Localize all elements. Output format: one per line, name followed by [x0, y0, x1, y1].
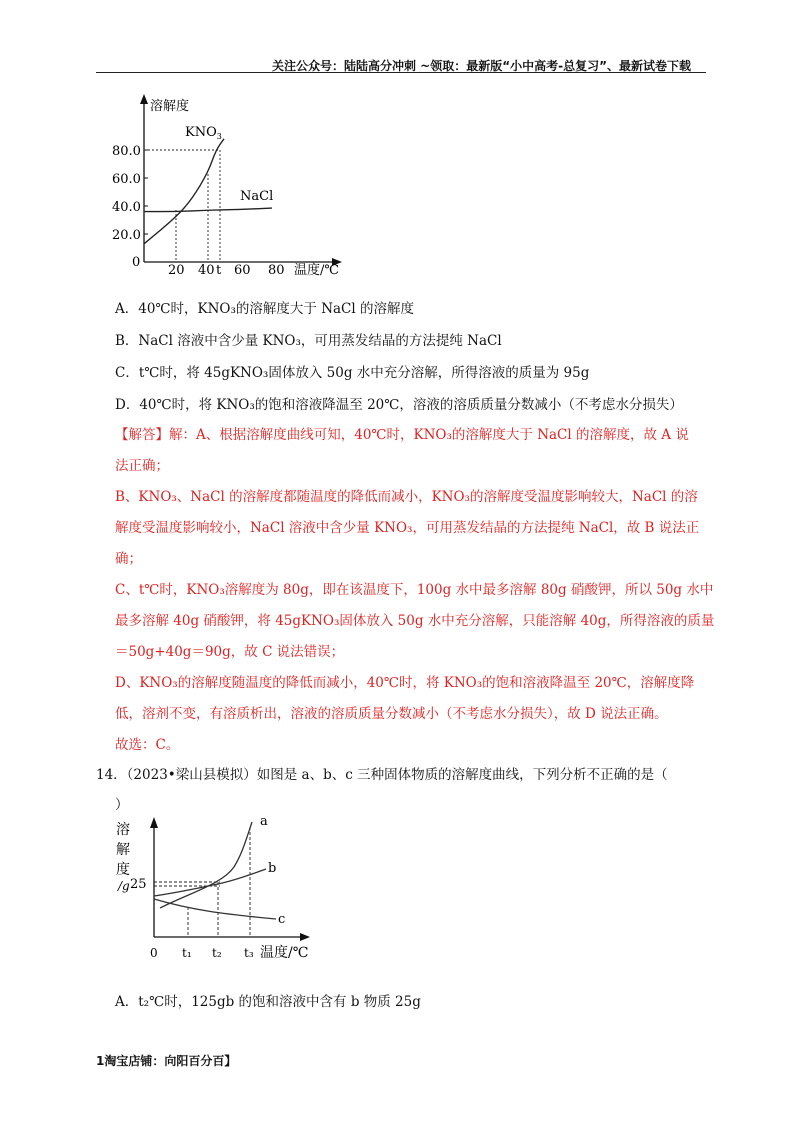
- chart1-xtick-40: 40: [198, 263, 215, 278]
- chart1-kno3-label: $KNO_3$: [185, 125, 222, 141]
- chart2-y-arrow: [150, 817, 158, 828]
- chart2-y-label-4: /g: [118, 879, 130, 893]
- option-c: C．t℃时，将 45gKNO₃固体放入 50g 水中充分溶解，所得溶液的质量为 95g: [115, 365, 590, 381]
- chart1-nacl-label: NaCl: [240, 189, 274, 204]
- chart1-guide-lines: [144, 150, 220, 262]
- chart1-xtick-t: t: [216, 263, 222, 278]
- chart2-ytick-25: 25: [130, 877, 147, 892]
- answer-line-3: B、KNO₃、NaCl 的溶解度都随温度的降低而减小，KNO₃的溶解度受温度影响较大，NaCl 的溶: [115, 489, 698, 505]
- chart1-origin-label: 0: [132, 255, 141, 270]
- chart2-xtick-t3: t₃: [244, 946, 254, 960]
- chart2-curve-b: [154, 869, 266, 896]
- chart1-ytick-80: 80.0: [112, 144, 141, 159]
- answer-line-4: 解度受温度影响较小，NaCl 溶液中含少量 KNO₃，可用蒸发结晶的方法提纯 NaCl，故 B 说法正: [115, 520, 700, 536]
- chart1-curve-kno3: [144, 139, 224, 244]
- chart1-y-arrow: [140, 94, 148, 104]
- chart1-ytick-20: 20.0: [112, 228, 141, 243]
- chart1-ytick-60: 60.0: [112, 172, 141, 187]
- answer-line-7: 最多溶解 40g 硝酸钾，将 45gKNO₃固体放入 50g 水中充分溶解，只能溶解 40g，所得溶液的质量: [115, 613, 715, 629]
- question-14-option-a: A．t₂℃时，125gb 的饱和溶液中含有 b 物质 25g: [115, 994, 421, 1010]
- chart2-xtick-t1: t₁: [182, 946, 192, 960]
- chart2-x-arrow: [300, 933, 310, 941]
- chart1-x-label: 温度/℃: [294, 263, 339, 278]
- answer-line-2: 法正确；: [115, 458, 169, 474]
- answer-line-9: D、KNO₃的溶解度随温度的降低而减小，40℃时，将 KNO₃的饱和溶液降温至 20℃，溶解度降: [115, 675, 695, 691]
- answer-line-10: 低，溶剂不变，有溶质析出，溶液的溶质质量分数减小（不考虑水分损失），故 D 说法正确。: [115, 706, 668, 722]
- page-header: 关注公众号：陆陆高分冲刺 ~领取：最新版“小中高考-总复习”、最新试卷下载: [272, 59, 691, 73]
- chart2-curve-a: [160, 822, 252, 908]
- chart2-xtick-t2: t₂: [212, 946, 222, 960]
- chart1-ytick-40: 40.0: [112, 200, 141, 215]
- option-a: A．40℃时，KNO₃的溶解度大于 NaCl 的溶解度: [115, 301, 414, 317]
- answer-line-5: 确；: [115, 551, 142, 567]
- chart1-xtick-80: 80: [268, 263, 285, 278]
- question-14-stem: 14．（2023•梁山县模拟）如图是 a、b、c 三种固体物质的溶解度曲线，下列分析不正确的是（: [96, 767, 668, 783]
- chart2-label-b: b: [268, 861, 277, 876]
- answer-line-11: 故选：C。: [115, 737, 180, 753]
- chart2-label-a: a: [260, 814, 268, 829]
- chart2-y-label-2: 解: [116, 842, 130, 858]
- header-rule: [96, 72, 706, 73]
- chart1-y-label: 溶解度: [150, 99, 190, 114]
- option-d: D．40℃时，将 KNO₃的饱和溶液降温至 20℃，溶液的溶质质量分数减小（不考虑水分损失）: [115, 397, 683, 413]
- chart2-y-label-1: 溶: [116, 822, 130, 838]
- chart1-xtick-60: 60: [234, 263, 251, 278]
- chart2-y-label-3: 度: [116, 862, 130, 878]
- answer-line-1: 【解答】解：A、根据溶解度曲线可知，40℃时，KNO₃的溶解度大于 NaCl 的溶解度，故 A 说: [115, 427, 689, 443]
- chart2-x-origin: 0: [150, 946, 158, 960]
- solubility-chart-2: [112, 812, 322, 972]
- answer-line-6: C、t℃时，KNO₃溶解度为 80g，即在该温度下，100g 水中最多溶解 80g 硝酸钾，所以 50g 水中: [115, 582, 714, 598]
- question-14-paren: ）: [115, 797, 129, 813]
- chart2-label-c: c: [278, 912, 286, 927]
- answer-line-8: ＝50g+40g＝90g，故 C 说法错误；: [115, 644, 345, 660]
- solubility-chart-1: [110, 90, 360, 280]
- option-b: B．NaCl 溶液中含少量 KNO₃，可用蒸发结晶的方法提纯 NaCl: [115, 333, 502, 349]
- chart2-x-label: 温度/℃: [260, 945, 309, 961]
- page-footer: 1淘宝店铺：向阳百分百】: [96, 1054, 237, 1068]
- chart2-guide-lines: [154, 827, 250, 937]
- chart1-xtick-20: 20: [168, 263, 185, 278]
